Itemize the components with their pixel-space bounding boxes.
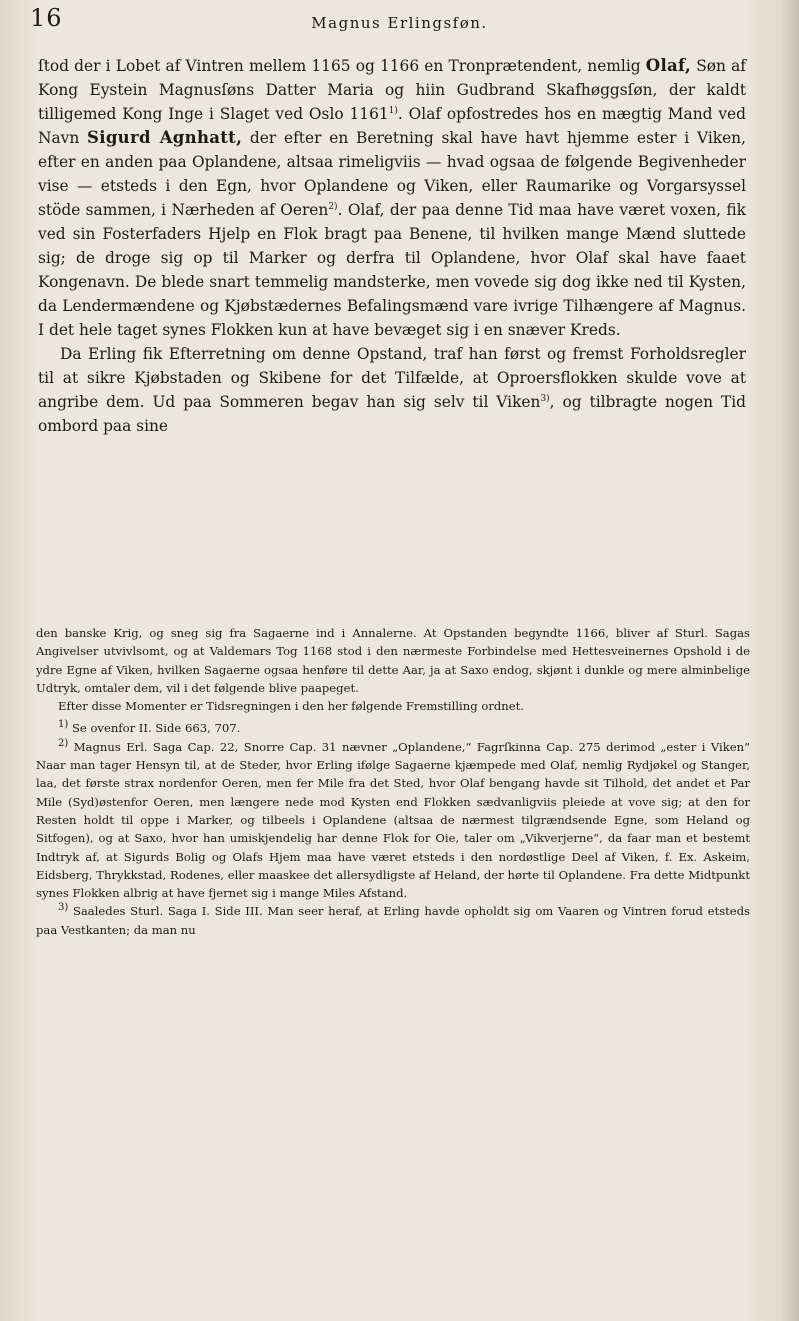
footnote-2 [36,738,750,903]
footnote-ref-1: 1) [388,105,398,116]
footnote-ref-3: 3) [540,393,550,404]
footnote-marker: 2) [58,737,69,749]
name-sigurd-agnhatt: Sigurd Agnhatt, [87,128,243,147]
text-run: . Olaf, der paa denne Tid maa have været voxen, fik ved sin Fosterfaders Hjelp en Flok bragt paa Benene, til hvilken mange Mænd sluttede sig; de droge sig op til Marker og derfra til Oplandene, hvor Olaf skal have faaet Kongenavn. De blede snart temmelig mandsterke, men vovede sig dog ikke ned til Kysten, da Lendermændene og Kjøbstædernes Befalingsmænd vare ivrige Tilhængere af Magnus. I det hele taget synes Flokken kun at have bevæget sig i en snæver Kreds. [38,201,746,339]
footnote-marker: 1) [58,719,69,731]
page-number: 16 [30,4,63,32]
footnote-text: Magnus Erl. Saga Cap. 22, Snorre Cap. 31 nævner „Oplandene,“ Fagrſkinna Cap. 275 derimod „ester i Viken“ Naar man tager Hensyn til, at de Steder, hvor Erling ifølge Sagaerne kjæmpede med Olaf, nemlig Rydjøkel og Stanger, laa, det første strax nordenfor Oeren, men fer Mile fra det Sted, hvor Olaf bengang havde sit Tilhold, det andet et Par Mile (Syd)østenfor Oeren, men længere nede mod Kysten end Flokken sædvanligviis pleiede at vove sig; at den for Resten holdt til oppe i Marker, og tilbeels i Oplandene (altsaa de nærmest tilgrændsende Egne, som Heland og Sitfogen), og at Saxo, hvor han umiskjendelig har denne Flok for Oie, taler om „Vikverjerne“, da faar man et bestemt Indtryk af, at Sigurds Bolig og Olafs Hjem maa have været etsteds i den nordøstlige Deel af Viken, f. Ex. Askeim, Eidsberg, Thrykkstad, Rodenes, eller maaskee det allersydligste af Heland, der hørte til Oplandene. Fra dette Midtpunkt synes Flokken albrig at have fjernet sig i mange Miles Afstand. [36,739,751,901]
text-run: Søn af Kong Eystein Magnusſøns Datter Maria og hiin Gudbrand Skafhøggsſøn, der kaldt tilligemed Kong Inge i Slaget ved Oslo 1161 [38,57,746,123]
text-run: , og tilbragte nogen Tid ombord paa sine [38,393,746,435]
footnote-text: Saaledes Sturl. Saga I. Side III. Man seer heraf, at Erling havde opholdt sig om Vaaren og Vintren forud etsteds paa Vestkanten; da man nu [36,904,750,937]
text-run: der efter en Beretning skal have havt hjemme ester i Viken, efter en anden paa Oplandene, altsaa rimeligviis — hvad ogsaa de følgende Begivenheder vise — etsteds i den Egn, hvor Oplandene og Viken, eller Raumarike og Vorgarsyssel stöde sammen, i Nærheden af Oeren [38,129,746,219]
footnote-text: Se ovenfor II. Side 663, 707. [71,721,241,736]
footnotes-list [36,719,750,939]
page-header [0,4,799,44]
text-run: Da Erling fik Efterretning om denne Opstand, traf han først og fremst Forholdsregler til at sikre Kjøbstaden og Skibene for det Tilfælde, at Oproersflokken skulde vove at angribe dem. Ud paa Sommeren begav han sig selv til Viken [38,345,746,411]
footnote-continuation-2: Efter disse Momenter er Tidsregningen i den her følgende Fremstilling ordnet. [58,699,524,714]
name-olaf: Olaf, [645,56,692,75]
text-run: . Olaf opfostredes hos en mægtig Mand ved Navn [38,105,746,147]
footnote-1 [36,719,750,737]
footnote-continuation: den banske Krig, og sneg sig fra Sagaerne ind i Annalerne. At Opstanden begyndte 1166, bliver af Sturl. Sagas Angivelser utvivlsomt, og at Valdemars Tog 1168 stod i den nærmeste Forbindelse med Hettesveinernes Opshold i de ydre Egne af Viken, hvilken Sagaerne ogsaa henføre til dette Aar, ja at Saxo endog, skjønt i dunkle og mere alminbelige Udtryk, omtaler dem, vil i det følgende blive paapeget. [36,626,750,695]
page-edge-shadow [781,0,799,1321]
footnote-marker: 3) [58,902,69,914]
paragraph-1 [38,54,746,342]
paragraph-2 [38,342,746,438]
main-text [38,54,746,438]
footnote-3 [36,902,750,939]
footnote-ref-2: 2) [328,201,338,212]
footnote-area [36,624,750,939]
running-head: Magnus Erlingsføn. [311,14,488,32]
text-run: ſtod der i Lobet af Vintren mellem 1165 og 1166 en Tronprætendent, nemlig [38,57,646,75]
